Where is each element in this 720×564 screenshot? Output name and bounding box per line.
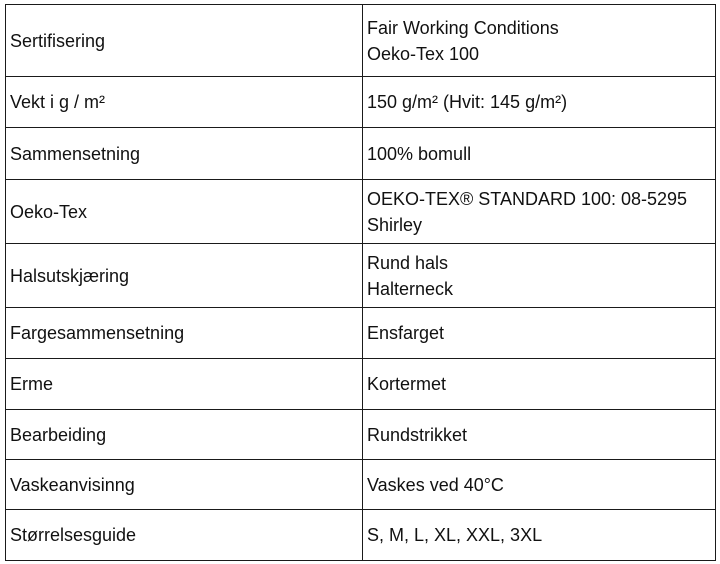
row-label: Halsutskjæring: [6, 244, 363, 308]
row-value: Kortermet: [363, 359, 716, 410]
table-row: [6, 77, 716, 128]
row-value: 150 g/m² (Hvit: 145 g/m²): [363, 77, 716, 128]
table-row: [6, 180, 716, 244]
row-value: Rundstrikket: [363, 410, 716, 460]
row-value: Rund hals Halterneck: [363, 244, 716, 308]
table-row: [6, 128, 716, 180]
row-value: 100% bomull: [363, 128, 716, 180]
row-label: Bearbeiding: [6, 410, 363, 460]
row-label: Sertifisering: [6, 5, 363, 77]
row-value: Fair Working Conditions Oeko-Tex 100: [363, 5, 716, 77]
row-value: Vaskes ved 40°C: [363, 460, 716, 510]
row-label: Sammensetning: [6, 128, 363, 180]
row-label: Fargesammensetning: [6, 308, 363, 359]
table-row: [6, 244, 716, 308]
table-row: [6, 359, 716, 410]
table-row: [6, 5, 716, 77]
table-row: [6, 460, 716, 510]
row-label: Oeko-Tex: [6, 180, 363, 244]
table-row: [6, 308, 716, 359]
row-label: Størrelsesguide: [6, 510, 363, 561]
row-value: S, M, L, XL, XXL, 3XL: [363, 510, 716, 561]
table-row: [6, 410, 716, 460]
row-value: OEKO-TEX® STANDARD 100: 08-5295 Shirley: [363, 180, 716, 244]
row-label: Vekt i g / m²: [6, 77, 363, 128]
product-spec-table: [5, 4, 716, 561]
row-value: Ensfarget: [363, 308, 716, 359]
row-label: Erme: [6, 359, 363, 410]
table-row: [6, 510, 716, 561]
row-label: Vaskeanvisinng: [6, 460, 363, 510]
